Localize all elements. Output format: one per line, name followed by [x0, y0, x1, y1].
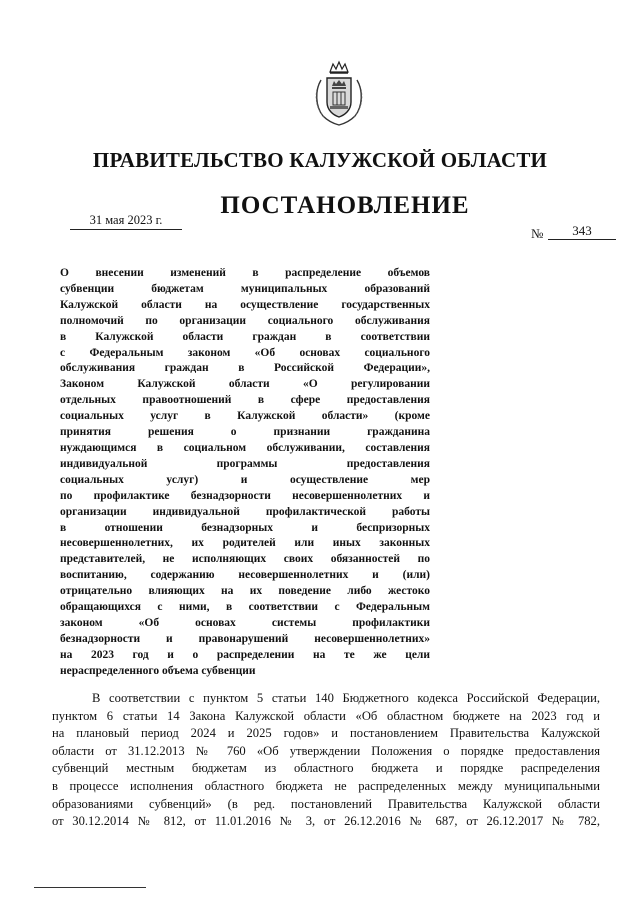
body-line: В соответствии с пунктом 5 статьи 140 Бюджетного кодекса Российской Федерации,: [92, 691, 600, 705]
body-line: на плановый период 2024 и 2025 годов» и постановлением Правительства Калужской: [52, 726, 600, 741]
decree-number: 343: [548, 223, 616, 240]
subject-line: отрицательно влияющих на их поведение либо жестоко: [60, 585, 430, 598]
decree-body: [52, 690, 600, 831]
body-line: субвенций местным бюджетам из областного бюджета и порядке распределения: [52, 761, 600, 776]
body-line: области от 31.12.2013 № 760 «Об утверждении Положения о порядке предоставления: [52, 743, 600, 758]
government-title: ПРАВИТЕЛЬСТВО КАЛУЖСКОЙ ОБЛАСТИ: [92, 148, 548, 172]
subject-line: индивидуальной программы предоставления: [60, 457, 430, 470]
subject-line: безнадзорности и правонарушений несовершеннолетних»: [60, 632, 430, 645]
body-line: от 30.12.2014 № 812, от 11.01.2016 № 3, от 26.12.2016 № 687, от 26.12.2017 № 782,: [52, 814, 600, 829]
subject-line: социальных услуг) и осуществление мер: [60, 473, 430, 486]
subject-line: О внесении изменений в распределение объемов: [60, 267, 430, 279]
subject-line: принятия решения о признании гражданина: [60, 426, 430, 439]
subject-line: воспитанию, содержанию несовершеннолетних и (или): [60, 569, 430, 582]
subject-line: социальных услуг в Калужской области» (кроме: [60, 410, 430, 423]
coat-of-arms-emblem: [313, 60, 365, 126]
body-line: образованиями субвенций» (в ред. постановлений Правительства Калужской области: [52, 796, 600, 811]
subject-line: в отношении безнадзорных и беспризорных: [60, 521, 430, 534]
subject-line: по профилактике безнадзорности несовершеннолетних и: [60, 489, 430, 502]
subject-line: в Калужской области граждан в соответствии: [60, 330, 430, 343]
subject-line: нераспределенного объема субвенции: [60, 664, 256, 677]
body-line: пунктом 6 статьи 14 Закона Калужской области «Об областном бюджете на 2023 год и: [52, 708, 600, 723]
subject-line: нуждающимся в социальном обслуживании, составления: [60, 441, 430, 454]
subject-line: организации индивидуальной профилактической работы: [60, 505, 430, 518]
subject-line: несовершеннолетних, их родителей или иных законных: [60, 537, 430, 550]
subject-line: на 2023 год и о распределении на те же цели: [60, 648, 430, 661]
decree-date: 31 мая 2023 г.: [70, 213, 182, 230]
subject-line: обращающихся с ними, в соответствии с Федеральным: [60, 601, 430, 614]
subject-line: с Федеральным законом «Об основах социального: [60, 346, 430, 359]
decree-title: ПОСТАНОВЛЕНИЕ: [220, 192, 470, 219]
subject-line: субвенции бюджетам муниципальных образований: [60, 282, 430, 295]
subject-line: обслуживания граждан в Российской Федерации»,: [60, 362, 430, 375]
subject-line: законом «Об основах системы профилактики: [60, 616, 430, 629]
subject-line: полномочий по организации социального обслуживания: [60, 314, 430, 327]
number-label: №: [531, 226, 544, 241]
subject-line: Законом Калужской области «О регулировании: [60, 378, 430, 391]
body-line: в процессе исполнения областного бюджета не распределенных между муниципальными: [52, 778, 600, 793]
subject-line: Калужской области на осуществление государственных: [60, 298, 430, 311]
footnote-separator: [34, 887, 146, 888]
subject-line: отдельных правоотношений в сфере предоставления: [60, 394, 430, 407]
decree-subject: [60, 266, 430, 680]
subject-line: представителей, не исполняющих своих обязанностей по: [60, 553, 430, 566]
